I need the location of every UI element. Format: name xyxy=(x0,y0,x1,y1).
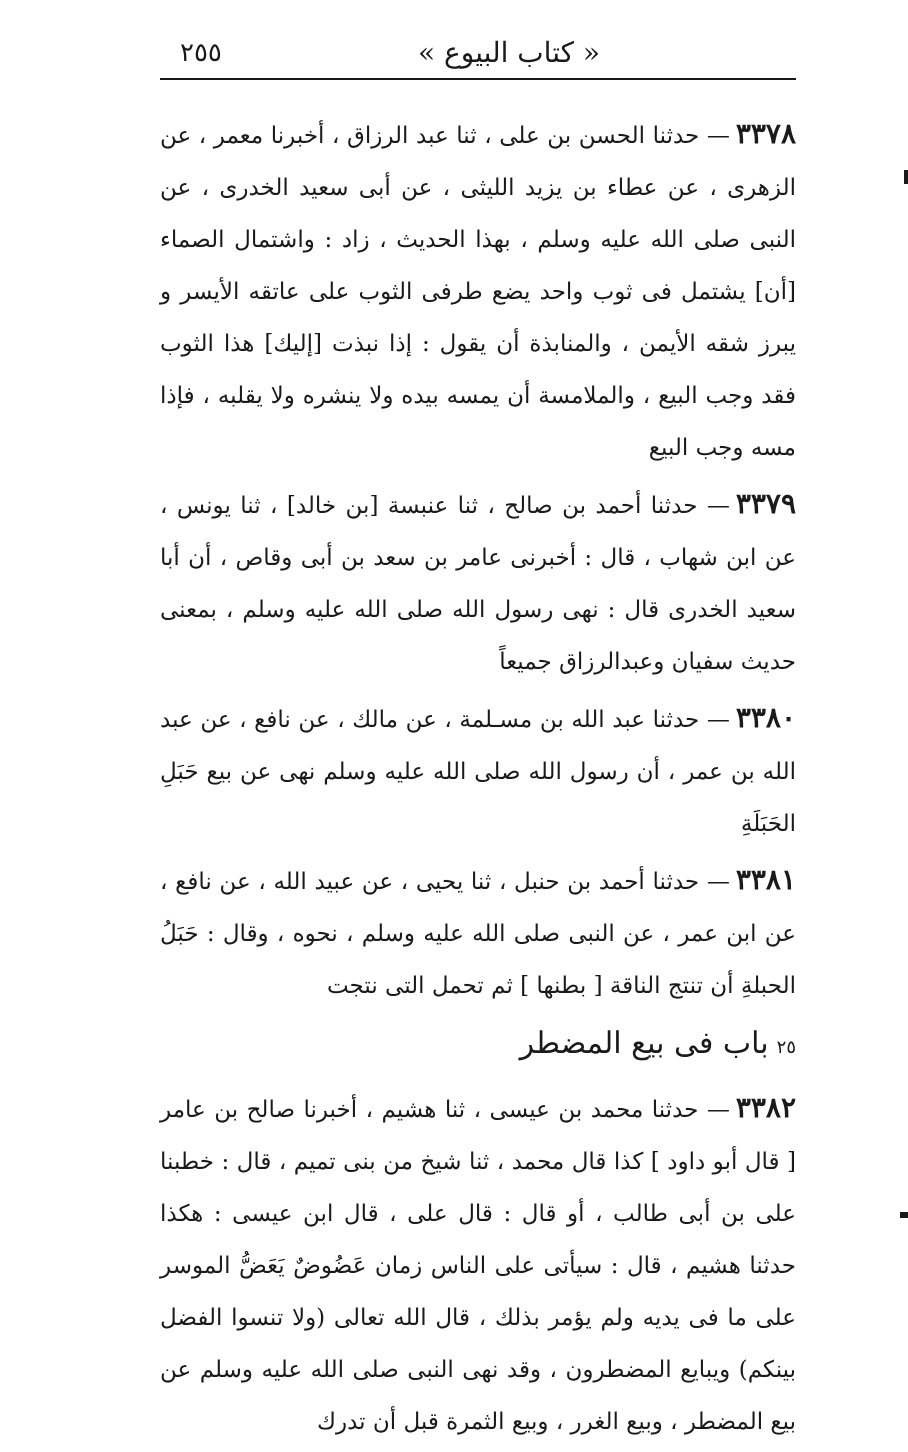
hadith-text: — حدثنا أحمد بن حنبل ، ثنا يحيى ، عن عبيد الله ، عن نافع ، عن ابن عمر ، عن النبى صلى الله عليه وسلم ، نحوه ، وقال : حَبَلُ الحبلةِ أن تنتج الناقة [ بطنها ] ثم تحمل التى نتجت xyxy=(160,869,796,999)
margin-tick xyxy=(904,170,908,184)
hadith-text: — حدثنا عبد الله بن مسـلمة ، عن مالك ، عن نافع ، عن عبد الله بن عمر ، أن رسول الله صلى الله عليه وسلم نهى عن بيع حَبَلِ الحَبَلَةِ xyxy=(160,707,796,837)
chapter-heading xyxy=(160,1018,796,1074)
hadith-3381 xyxy=(160,854,796,1012)
hadith-text: — حدثنا الحسن بن على ، ثنا عبد الرزاق ، أخبرنا معمر ، عن الزهرى ، عن عطاء بن يزيد الليثى ، عن أبى سعيد الخدرى ، عن النبى صلى الله عليه وسلم ، بهذا الحديث ، زاد : واشتمال الصماء [أن] يشتمل فى ثوب واحد يضع طرفى الثوب على عاتقه الأيسر و يبرز شقه الأيمن ، والمنابذة أن يقول : إذا نبذت [إليك] هذا الثوب فقد وجب البيع ، والملامسة أن يمسه بيده ولا ينشره ولا يقلبه ، فإذا مسه وجب البيع xyxy=(160,123,796,461)
margin-tick xyxy=(900,1212,908,1218)
header-rule xyxy=(160,78,796,80)
page-header xyxy=(160,30,800,78)
page-number: ٢٥٥ xyxy=(180,38,222,68)
hadith-3382 xyxy=(160,1082,796,1448)
book-title: « كتاب البيوع » xyxy=(417,36,600,69)
hadith-3378 xyxy=(160,108,796,474)
hadith-3379 xyxy=(160,478,796,688)
hadith-number: ٣٣٧٨ xyxy=(735,117,796,150)
chapter-number: ٢٥ xyxy=(776,1037,796,1058)
hadith-text: — حدثنا محمد بن عيسى ، ثنا هشيم ، أخبرنا صالح بن عامر [ قال أبو داود ] كذا قال محمد ، ثنا شيخ من بنى تميم ، قال : خطبنا على بن أبى طالب ، أو قال : قال على ، قال ابن عيسى : هكذا حدثنا هشيم ، قال : سيأتى على الناس زمان عَضُوضٌ يَعَضُّ الموسر على ما فى يديه ولم يؤمر بذلك ، قال الله تعالى (ولا تنسوا الفضل بينكم) ويبايع المضطرون ، وقد نهى النبى صلى الله عليه وسلم عن بيع المضطر ، وبيع الغرر ، وبيع الثمرة قبل أن تدرك xyxy=(160,1097,796,1435)
page-body xyxy=(160,108,796,1452)
hadith-3380 xyxy=(160,692,796,850)
hadith-number: ٣٣٨٠ xyxy=(735,701,796,734)
hadith-number: ٣٣٨١ xyxy=(735,863,796,896)
hadith-number: ٣٣٨٢ xyxy=(735,1091,796,1124)
hadith-text: — حدثنا أحمد بن صالح ، ثنا عنبسة [بن خالد] ، ثنا يونس ، عن ابن شهاب ، قال : أخبرنى عامر بن سعد بن أبى وقاص ، أن أبا سعيد الخدرى قال : نهى رسول الله صلى الله عليه وسلم ، بمعنى حديث سفيان وعبدالرزاق جميعاً xyxy=(160,493,796,675)
hadith-number: ٣٣٧٩ xyxy=(735,487,796,520)
chapter-title: باب فى بيع المضطر xyxy=(519,1026,769,1061)
